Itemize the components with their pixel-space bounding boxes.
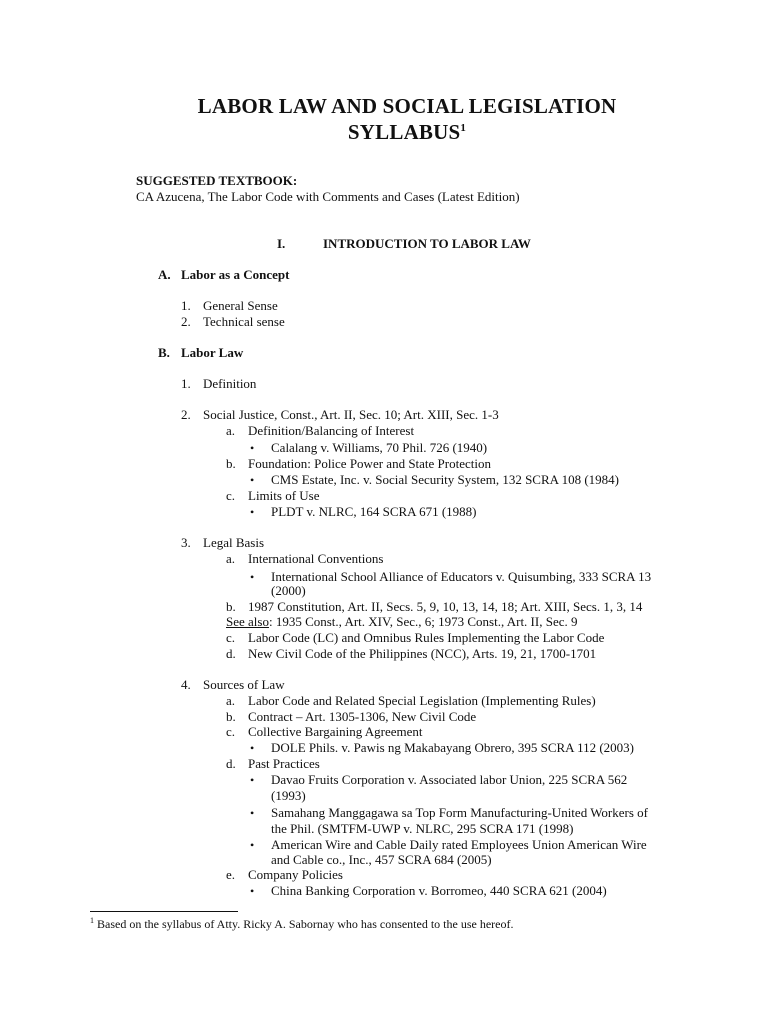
list-item: Social Justice, Const., Art. II, Sec. 10; Art. XIII, Sec. 1-3 bbox=[203, 407, 499, 422]
bullet-icon: • bbox=[250, 884, 255, 898]
list-item: Legal Basis bbox=[203, 535, 265, 550]
sub-letter: a. bbox=[226, 693, 236, 708]
bullet-icon: • bbox=[250, 838, 255, 852]
case-citation: Davao Fruits Corporation v. Associated labor Union, 225 SCRA 562 bbox=[271, 772, 628, 787]
sub-letter: e. bbox=[226, 867, 236, 882]
footnote-number: 1 bbox=[90, 916, 94, 925]
sub-letter: b. bbox=[226, 709, 236, 724]
subsection-a-title: Labor as a Concept bbox=[181, 267, 290, 282]
sub-item: Definition/Balancing of Interest bbox=[248, 423, 415, 438]
footnote-reference: 1 bbox=[460, 122, 467, 134]
sub-item: Past Practices bbox=[248, 756, 320, 771]
case-citation: PLDT v. NLRC, 164 SCRA 671 (1988) bbox=[271, 504, 477, 519]
document-title-line2: SYLLABUS$^1$ bbox=[347, 120, 467, 144]
bullet-icon: • bbox=[250, 773, 255, 787]
case-citation: Calalang v. Williams, 70 Phil. 726 (1940) bbox=[271, 440, 488, 455]
document-title-line1: LABOR LAW AND SOCIAL LEGISLATION bbox=[197, 94, 617, 118]
list-item: Definition bbox=[203, 376, 257, 391]
sub-letter: c. bbox=[226, 488, 236, 503]
sub-letter: d. bbox=[226, 646, 236, 661]
sub-item: Company Policies bbox=[248, 867, 343, 882]
case-citation: CMS Estate, Inc. v. Social Security System, 132 SCRA 108 (1984) bbox=[271, 472, 619, 487]
bullet-icon: • bbox=[250, 505, 255, 519]
list-number: 4. bbox=[181, 677, 191, 692]
bullet-icon: • bbox=[250, 441, 255, 455]
list-number: 2. bbox=[181, 407, 191, 422]
textbook-heading: SUGGESTED TEXTBOOK: bbox=[136, 173, 298, 188]
case-citation-continued: and Cable co., Inc., 457 SCRA 684 (2005) bbox=[271, 852, 492, 867]
list-number: 3. bbox=[181, 535, 191, 550]
case-citation-continued: (2000) bbox=[271, 583, 306, 598]
case-citation: China Banking Corporation v. Borromeo, 440 SCRA 621 (2004) bbox=[271, 883, 607, 898]
list-item: General Sense bbox=[203, 298, 278, 313]
case-citation: Samahang Manggagawa sa Top Form Manufacturing-United Workers of bbox=[271, 805, 648, 820]
list-number: 1. bbox=[181, 298, 191, 313]
list-number: 2. bbox=[181, 314, 191, 329]
footnote-text: Based on the syllabus of Atty. Ricky A. Sabornay who has consented to the use hereof. bbox=[94, 917, 514, 931]
sub-item: Contract – Art. 1305-1306, New Civil Code bbox=[248, 709, 477, 724]
section-title: INTRODUCTION TO LABOR LAW bbox=[323, 236, 531, 251]
list-item: Technical sense bbox=[203, 314, 285, 329]
case-citation: International School Alliance of Educators v. Quisumbing, 333 SCRA 13 bbox=[271, 569, 652, 584]
sub-letter: a. bbox=[226, 423, 236, 438]
sub-item: Labor Code (LC) and Omnibus Rules Implementing the Labor Code bbox=[248, 630, 605, 645]
bullet-icon: • bbox=[250, 473, 255, 487]
see-also-line: See also: 1935 Const., Art. XIV, Sec., 6; 1973 Const., Art. II, Sec. 9 bbox=[226, 614, 578, 629]
see-also-label: See also bbox=[226, 614, 269, 629]
section-numeral: I. bbox=[277, 236, 286, 251]
sub-item: 1987 Constitution, Art. II, Secs. 5, 9, 10, 13, 14, 18; Art. XIII, Secs. 1, 3, 14 bbox=[248, 599, 643, 614]
case-citation: American Wire and Cable Daily rated Employees Union American Wire bbox=[271, 837, 647, 852]
sub-letter: c. bbox=[226, 630, 236, 645]
sub-letter: d. bbox=[226, 756, 236, 771]
subsection-b-title: Labor Law bbox=[181, 345, 244, 360]
list-item: Sources of Law bbox=[203, 677, 285, 692]
footnote bbox=[90, 916, 513, 932]
textbook-entry: CA Azucena, The Labor Code with Comments and Cases (Latest Edition) bbox=[136, 189, 520, 204]
sub-item: Foundation: Police Power and State Protection bbox=[248, 456, 491, 471]
case-citation-continued: (1993) bbox=[271, 788, 306, 803]
case-citation: DOLE Phils. v. Pawis ng Makabayang Obrero, 395 SCRA 112 (2003) bbox=[271, 740, 635, 755]
list-number: 1. bbox=[181, 376, 191, 391]
sub-letter: c. bbox=[226, 724, 236, 739]
sub-letter: b. bbox=[226, 599, 236, 614]
bullet-icon: • bbox=[250, 741, 255, 755]
sub-item: Labor Code and Related Special Legislation (Implementing Rules) bbox=[248, 693, 596, 708]
subsection-b-marker: B. bbox=[158, 345, 170, 360]
bullet-icon: • bbox=[250, 806, 255, 820]
footnote-divider bbox=[90, 911, 238, 912]
sub-item: International Conventions bbox=[248, 551, 384, 566]
sub-item: Collective Bargaining Agreement bbox=[248, 724, 423, 739]
bullet-icon: • bbox=[250, 570, 255, 584]
sub-item: Limits of Use bbox=[248, 488, 320, 503]
case-citation-continued: the Phil. (SMTFM-UWP v. NLRC, 295 SCRA 171 (1998) bbox=[271, 821, 574, 836]
sub-item: New Civil Code of the Philippines (NCC), Arts. 19, 21, 1700-1701 bbox=[248, 646, 597, 661]
sub-letter: b. bbox=[226, 456, 236, 471]
sub-letter: a. bbox=[226, 551, 236, 566]
subsection-a-marker: A. bbox=[158, 267, 171, 282]
